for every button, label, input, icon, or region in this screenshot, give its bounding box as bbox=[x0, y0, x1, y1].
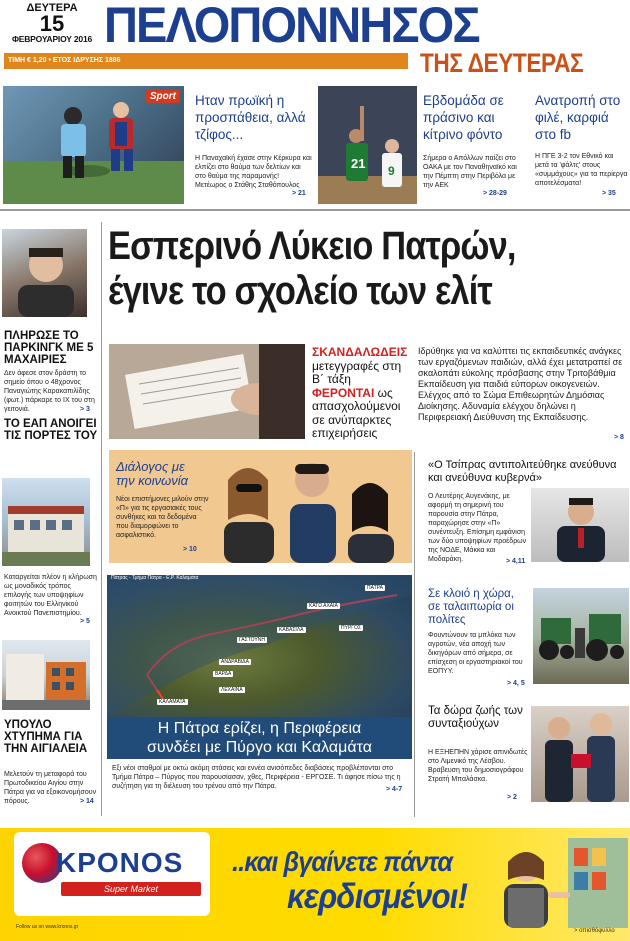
teaser-text: Σήμερα ο Απόλλων παίζει στο ΟΑΚΑ με τον Παναθηναϊκό και την Πέμπτη στην Περιβόλα με την ΑΕΚ bbox=[423, 155, 517, 189]
date-number: 15 bbox=[39, 11, 65, 36]
ad-footer: Follow us on www.kronos.gr bbox=[16, 924, 79, 930]
dialogue-text: Νέοι επιστήμονες μιλούν στην «Π» για τις εργασιακές τους συνθήκες και τα δεδομένα που διαμορφώνει το ασφαλιστικό. bbox=[116, 496, 209, 539]
basketball-players-illustration bbox=[318, 86, 417, 204]
left-story-photo bbox=[2, 229, 87, 317]
page-ref: > 4-7 bbox=[386, 786, 403, 793]
football-players-illustration bbox=[3, 86, 184, 204]
page-ref: > 5 bbox=[80, 618, 90, 625]
date-day: ΔΕΥΤΕΡΑ bbox=[26, 2, 78, 14]
page-ref: > 8 bbox=[614, 434, 624, 441]
page-ref: > 28-29 bbox=[483, 190, 507, 197]
main-story-body: Ιδρύθηκε για να καλύπτει τις εκπαιδευτικές ανάγκες των εργαζόμενων παιδιών, αλλά έχει μετατραπεί σε σκαλοπάτι εύκολης πρόσβασης στην Τριτοβάθμια Εκπαίδευση για παιδιά εύπορων οικογενειών. Ελέγχος από το Σώμα Επιθεωρητών Δημόσιας Διοίκησης. Αδυναμία ελέγχου δηλώνει η Περιφερειακή Διεύθυνση της Εκπαίδευσης. bbox=[418, 346, 623, 422]
map-story-text: Εξι νέοι σταθμοί με οκτώ ακόμη στάσεις και εννέα ανισόπεδες διαβάσεις προβλέπονται στο Τμήμα Πάτρα – Πύργος που παρουσίασαν, χθες, Περιφέρεια - ΕΡΓΟΣΕ. Τι άφησε πίσω της η συζήτηση για τη διέλευση του τρένου από την Πάτρα. bbox=[112, 765, 401, 790]
left-headline[interactable]: ΠΛΗΡΩΣΕ ΤΟ ΠΑΡΚΙΝΓΚ ΜΕ 5 ΜΑΧΑΙΡΙΕΣ bbox=[4, 330, 94, 366]
price-strip: ΤΙΜΗ € 1,20 • ΕΤΟΣ ΙΔΡΥΣΗΣ 1886 bbox=[4, 53, 408, 69]
page-ref: > 14 bbox=[80, 798, 94, 805]
politician-illustration bbox=[531, 488, 629, 562]
left-story-text: Καταργείται πλέον η κλήρωση ως μοναδικός τρόπος επιλογής των υποψηφίων φοιτητών του Ελληνικού Ανοικτού Πανεπιστημίου. bbox=[4, 574, 97, 617]
map-label: ΚΑΤΩ ΑΧΑΪΑ bbox=[309, 603, 338, 609]
right-story-photo bbox=[531, 488, 629, 562]
ad-slogan-line1: ..και βγαίνετε πάντα bbox=[232, 846, 453, 877]
kronos-brand: KPONOS bbox=[56, 847, 184, 878]
ad-slogan-line2: κερδισμένοι! bbox=[287, 877, 468, 916]
map-route-illustration bbox=[107, 575, 412, 717]
right-story-text: Η ΕΞΗΕΠΗΝ χάρισε απινιδωτές στο Λιμενικό της Λέσβου. Βραβευση του δημοσιογράφου Στρατή Μπαλάσκα. bbox=[428, 749, 528, 783]
kronos-brand-sub: Super Market bbox=[61, 882, 201, 896]
teaser-title[interactable]: Ανατροπή στο φιλέ, καρφιά στο fb bbox=[535, 93, 621, 142]
map-label: ΒΑΡΔΑ bbox=[215, 671, 232, 677]
map-label: ΠΥΡΓΟΣ bbox=[341, 625, 362, 631]
right-headline[interactable]: Σε κλοιό η χώρα, σε ταλαιπωρία οι πολίτες bbox=[428, 588, 514, 626]
right-story-text: Ο Λευτέρης Αυγενάκης, με αφορμή τη σημερινή του παρουσία στην Πάτρα, παραχώρησε στην «Π» συνέντευξη. Επίσημη εμφάνιση των δύο υποψηφίων προέδρων της ΝΟΔΕ, Μάκκα και Μοδαράκη. bbox=[428, 493, 527, 563]
map-caption-line1: Η Πάτρα ερίζει, η Περιφέρεια bbox=[157, 720, 362, 737]
map-label-patra: ΠΑΤΡΑ bbox=[367, 585, 383, 591]
page-ref: > 4, 5 bbox=[507, 680, 525, 687]
three-people-illustration bbox=[210, 450, 412, 563]
page-ref: > 21 bbox=[292, 190, 306, 197]
tractors-photo bbox=[533, 588, 629, 684]
right-headline[interactable]: Τα δώρα ζωής των συνταξιούχων bbox=[428, 705, 523, 730]
dialogue-portraits bbox=[210, 450, 412, 563]
teaser-text: Η Παναχαϊκή έχασε στην Κέρκυρα και ελπίζει στο θαύμα των δελτίων και στο θαύμα της παραμονής! Μετέωρος ο Στάθης Σταθόπουλος bbox=[195, 155, 312, 189]
courthouse-illustration bbox=[2, 640, 90, 710]
teaser-sport-photo bbox=[3, 86, 184, 204]
map-label: ΚΑΛΑΜΑΤΑ bbox=[159, 699, 186, 705]
shopper-illustration bbox=[478, 838, 628, 928]
right-headline[interactable]: «Ο Τσίπρας αντιπολιτεύθηκε ανεύθυνα και ανεύθυνα κυβερνά» bbox=[428, 459, 617, 484]
shopper-photo bbox=[478, 838, 628, 928]
kicker-red-1: ΣΚΑΝΔΑΛΩΔΕΙΣ bbox=[312, 345, 408, 359]
teaser-basketball-photo bbox=[318, 86, 417, 204]
map-label: ΑΝΔΡΑΒΙΔΑ bbox=[221, 659, 249, 665]
main-headline-line1: Εσπερινό Λύκειο Πατρών, bbox=[108, 224, 516, 268]
right-story-text: Φουντώνουν τα μπλόκα των αγροτών, νέα αποχή των δικηγόρων από σήμερα, σε επίσχεση οι εργαστηριακοί του ΕΟΠΥΥ. bbox=[428, 632, 523, 675]
page-ref: > 3 bbox=[80, 406, 90, 413]
tractors-illustration bbox=[533, 588, 629, 684]
divider bbox=[0, 209, 630, 211]
sport-tag: Sport bbox=[146, 90, 180, 103]
writing-hand-illustration bbox=[109, 344, 305, 439]
map-label: ΛΕΧΑΙΝΑ bbox=[221, 687, 243, 693]
teaser-title[interactable]: Εβδομάδα σε πράσινο και κίτρινο φόντο bbox=[423, 93, 504, 142]
map-caption[interactable] bbox=[107, 717, 412, 759]
date-box bbox=[6, 2, 98, 44]
left-story-text: Μελετούν τη μεταφορά του Πρωτοδικείου Αιγίου στην Πάτρα για να εξοικονομήσουν πόρους. bbox=[4, 771, 97, 805]
page-ref: > 4,11 bbox=[506, 558, 526, 565]
building-photo bbox=[2, 478, 90, 566]
newspaper-title: ΠΕΛΟΠΟΝΝΗΣΟΣ bbox=[104, 0, 479, 53]
main-story-photo bbox=[109, 344, 305, 439]
date-month-year: ΦΕΒΡΟΥΑΡΙΟΥ 2016 bbox=[11, 34, 92, 44]
railway-map[interactable] bbox=[107, 575, 412, 717]
teaser-text: Η ΠΓΕ 3-2 τον Εθνικό και μετά τα 'φάλτς' στους «συμμάχους» για τα περίεργα αποτελέσματα! bbox=[535, 153, 628, 187]
main-kicker bbox=[312, 346, 412, 441]
left-headline[interactable]: ΥΠΟΥΛΟ ΧΤΥΠΗΜΑ ΓΙΑ ΤΗΝ ΑΙΓΙΑΛΕΙΑ bbox=[4, 719, 88, 755]
map-caption-line2: συνδέει με Πύργο και Καλαμάτα bbox=[147, 739, 372, 756]
kicker-text-2: ως απασχολούμενοι σε ανύπαρκτες επιχειρήσεις bbox=[312, 385, 401, 440]
kicker-text-1: μετεγγραφές στη Β΄ τάξη bbox=[312, 358, 402, 386]
newspaper-subtitle: ΤΗΣ ΔΕΥΤΕΡΑΣ bbox=[420, 48, 584, 78]
jersey-number-9: 9 bbox=[388, 164, 395, 178]
dialogue-title[interactable]: Διάλογος με την κοινωνία bbox=[116, 459, 189, 488]
kicker-red-2: ΦΕΡΟΝΤΑΙ bbox=[312, 385, 375, 400]
map-label: ΚΑΒΑΣΙΛΑ bbox=[279, 627, 304, 633]
teaser-title[interactable]: Ηταν πρωϊκή η προσπάθεια, αλλά τζίφος... bbox=[195, 93, 306, 142]
column-divider bbox=[101, 222, 102, 816]
main-headline-line2: έγινε το σχολείο των ελίτ bbox=[108, 269, 492, 313]
award-photo bbox=[531, 706, 629, 802]
jersey-number-21: 21 bbox=[351, 156, 366, 171]
column-divider bbox=[414, 452, 415, 817]
map-label: ΓΑΣΤΟΥΝΗ bbox=[239, 637, 265, 643]
left-story-text: Δεν άφεσε στον δράστη το σημείο όπου ο 48χρονος Παναγιώτης Καρακαπιλίδης (φωτ.) πάρκαρε το ΙΧ του στη γειτονιά. bbox=[4, 370, 95, 413]
page-ref: > 10 bbox=[183, 546, 197, 553]
left-headline[interactable]: ΤΟ ΕΑΠ ΑΝΟΙΓΕΙ ΤΙΣ ΠΟΡΤΕΣ ΤΟΥ bbox=[4, 418, 98, 442]
award-ceremony-illustration bbox=[531, 706, 629, 802]
page-ref: > 35 bbox=[602, 190, 616, 197]
main-headline[interactable] bbox=[108, 224, 557, 314]
courthouse-photo bbox=[2, 640, 90, 710]
building-illustration bbox=[2, 478, 90, 566]
map-header: Πάτρας - Τμήμα Πάτρα - Ε.Ρ. Καλαμάτα bbox=[111, 575, 199, 581]
ad-tag: > οπισθόφυλλο bbox=[574, 928, 615, 934]
page-ref: > 2 bbox=[507, 794, 517, 801]
person-portrait-illustration bbox=[2, 229, 87, 317]
